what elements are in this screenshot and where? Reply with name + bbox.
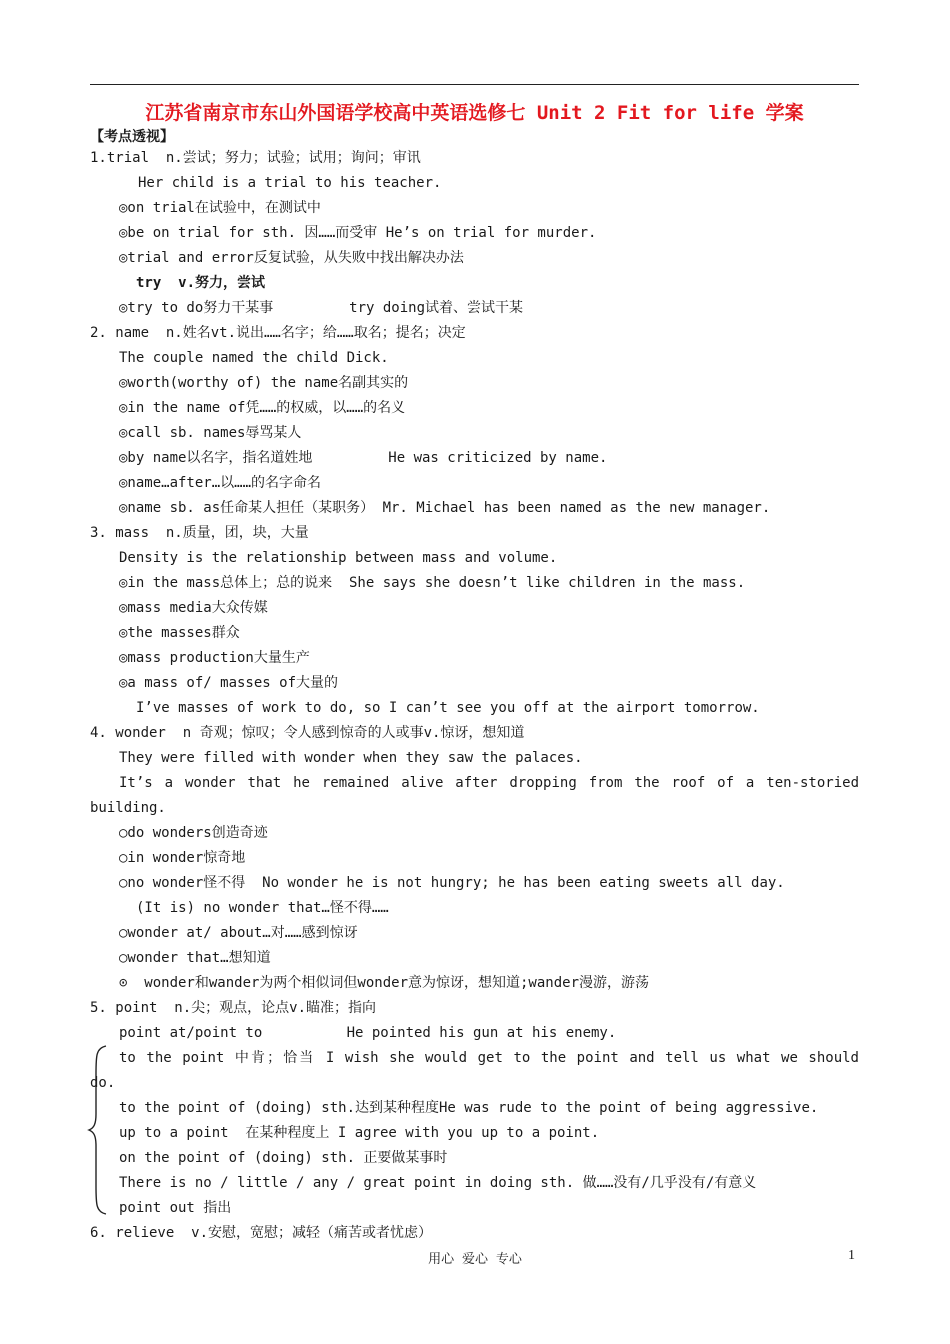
phrase-line: ◎trial and error反复试验，从失败中找出解决办法 [119, 250, 464, 266]
phrase-line: ◎mass production大量生产 [119, 650, 310, 666]
phrase-line: point at/point to He pointed his gun at his enemy. [119, 1025, 617, 1041]
phrase-line: ◎on trial在试验中，在测试中 [119, 200, 321, 216]
note-line: ⊙ wonder和wander为两个相似词但wonder意为惊讶，想知道;wander漫游，游荡 [119, 975, 650, 991]
header-rule [90, 84, 859, 85]
phrase-line: ◎name sb. as任命某人担任（某职务） Mr. Michael has been named as the new manager. [119, 500, 771, 516]
phrase-line: point out 指出 [119, 1200, 232, 1216]
example-sentence-continued: building. [90, 800, 166, 816]
entry-heading: 1.trial n.尝试；努力；试验；试用；询问；审讯 [90, 150, 421, 166]
entry-heading: 2. name n.姓名vt.说出……名字；给……取名；提名；决定 [90, 325, 466, 341]
phrase-line: ◎try to do努力干某事 try doing试着、尝试干某 [119, 300, 524, 316]
phrase-line: ○do wonders创造奇迹 [119, 825, 268, 841]
page-title: 江苏省南京市东山外国语学校高中英语选修七 Unit 2 Fit for life 学案 [145, 102, 804, 124]
entry-heading: 6. relieve v.安慰，宽慰；减轻（痛苦或者忧虑） [90, 1225, 433, 1241]
page-number: 1 [848, 1248, 855, 1263]
entry-heading: 5. point n.尖；观点，论点v.瞄准；指向 [90, 1000, 377, 1016]
phrase-line: ○wonder at/ about…对……感到惊讶 [119, 925, 358, 941]
phrase-line: to the point 中肯；恰当 I wish she would get to the point and tell us what we should [119, 1050, 859, 1066]
sub-entry-heading: try v.努力，尝试 [136, 275, 266, 291]
phrase-line: ◎name…after…以……的名字命名 [119, 475, 322, 491]
phrase-line: (It is) no wonder that…怪不得…… [136, 900, 389, 916]
phrase-line: ◎in the mass总体上；总的说来 She says she doesn’t like children in the mass. [119, 575, 746, 591]
entry-heading: 4. wonder n 奇观；惊叹；令人感到惊奇的人或事v.惊讶，想知道 [90, 725, 525, 741]
phrase-line: ◎a mass of/ masses of大量的 [119, 675, 339, 691]
phrase-line: ○in wonder惊奇地 [119, 850, 246, 866]
section-heading: 【考点透视】 [90, 129, 174, 145]
phrase-line: up to a point 在某种程度上 I agree with you up to a point. [119, 1125, 600, 1141]
phrase-line: ◎by name以名字，指名道姓地 He was criticized by name. [119, 450, 608, 466]
example-sentence: Density is the relationship between mass and volume. [119, 550, 558, 566]
example-sentence: They were filled with wonder when they saw the palaces. [119, 750, 583, 766]
phrase-line: ○no wonder怪不得 No wonder he is not hungry; he has been eating sweets all day. [119, 875, 785, 891]
phrase-line: ○wonder that…想知道 [119, 950, 271, 966]
example-sentence: Her child is a trial to his teacher. [138, 175, 442, 191]
example-sentence: It’s a wonder that he remained alive after dropping from the roof of a ten-storied [119, 775, 859, 791]
phrase-line: to the point of (doing) sth.达到某种程度He was rude to the point of being aggressive. [119, 1100, 819, 1116]
footer-text: 用心 爱心 专心 [428, 1252, 522, 1267]
phrase-line: ◎be on trial for sth. 因……而受审 He’s on trial for murder. [119, 225, 597, 241]
phrase-line: There is no / little / any / great point in doing sth. 做……没有/几乎没有/有意义 [119, 1175, 757, 1191]
phrase-line: on the point of (doing) sth. 正要做某事时 [119, 1150, 448, 1166]
phrase-line-continued: do. [90, 1075, 116, 1091]
entry-heading: 3. mass n.质量，团，块，大量 [90, 525, 309, 541]
example-sentence: I’ve masses of work to do, so I can’t see you off at the airport tomorrow. [136, 700, 760, 716]
phrase-line: ◎call sb. names辱骂某人 [119, 425, 302, 441]
phrase-line: ◎worth(worthy of) the name名副其实的 [119, 375, 409, 391]
curly-brace-icon [86, 1044, 108, 1216]
phrase-line: ◎mass media大众传媒 [119, 600, 268, 616]
example-sentence: The couple named the child Dick. [119, 350, 389, 366]
phrase-line: ◎the masses群众 [119, 625, 240, 641]
phrase-line: ◎in the name of凭……的权威，以……的名义 [119, 400, 406, 416]
